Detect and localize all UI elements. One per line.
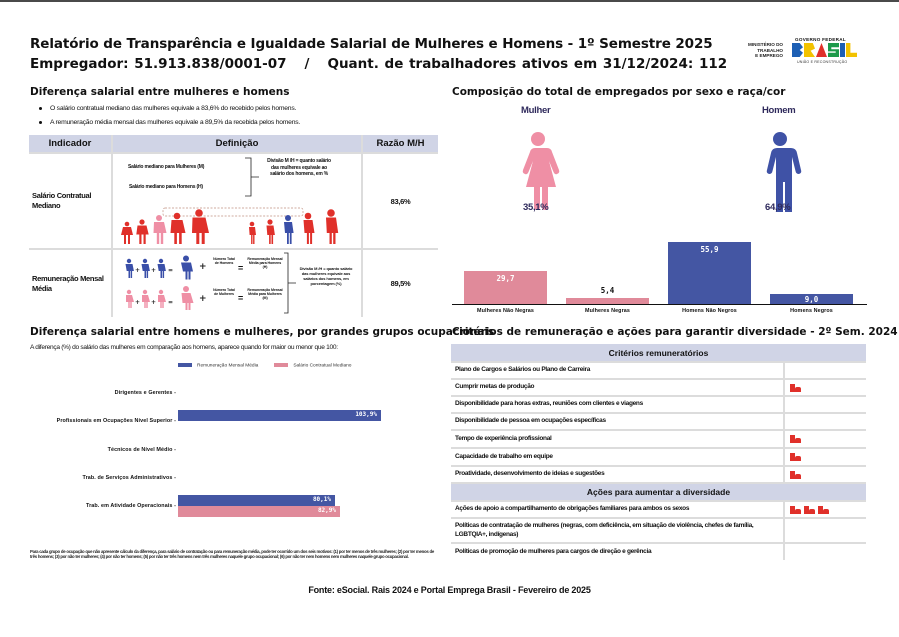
male-figure-icon — [758, 132, 802, 212]
salary-gap-bullets — [38, 102, 300, 129]
people-sum-icon — [123, 255, 213, 313]
checkmark-icon — [790, 506, 801, 514]
men-median-label: Salário mediano para Homens (H) — [129, 184, 203, 190]
category-label: Técnicos de Nível Médio - — [107, 447, 176, 453]
category-label: Homens Negros — [790, 308, 833, 314]
criteria-item: Disponibilidade de pessoa em ocupações específicas — [451, 414, 783, 429]
brace-icon — [243, 157, 263, 197]
criteria-item: Cumprir metas de produção — [451, 380, 783, 395]
criteria-item: Proatividade, desenvolvimento de ideias e sugestões — [451, 467, 783, 482]
criteria-mark-cell — [785, 380, 866, 395]
category-label: Mulheres Não Negras — [476, 308, 535, 314]
bar-value: 103,9% — [355, 411, 377, 418]
legend-label: Remuneração Mensal Média — [197, 363, 259, 369]
legend-item-salario — [274, 363, 351, 368]
bullet-item: O salário contratual mediano das mulheres equivale a 83,6% do recebido pelos homens. — [38, 102, 300, 116]
diversity-item: Políticas de contratação de mulheres (negras, com deficiência, em situação de violência, chefes de família, LGBTQIA+, indígenas) — [451, 519, 783, 542]
svg-text:=: = — [168, 267, 174, 274]
ministry-line: TRABALHO — [757, 47, 783, 53]
slogan: UNIÃO E RECONSTRUÇÃO — [797, 60, 848, 64]
category-label: Mulheres Negras — [585, 308, 630, 314]
ratio-value: 83,6% — [363, 154, 438, 248]
svg-text:=: = — [168, 299, 174, 306]
bar-homens-negros — [770, 294, 853, 304]
bar-operacionais-remuneracao — [178, 495, 335, 506]
criteria-mark-cell — [785, 502, 866, 517]
category-text: Dirigentes e Gerentes — [114, 390, 173, 396]
bar-value: 9,0 — [804, 295, 819, 304]
ministry-line: E EMPREGO — [755, 53, 783, 58]
bar-value: 80,1% — [312, 496, 331, 503]
women-result-label: Remuneração Mensal Média para Mulheres (M) — [247, 288, 283, 301]
category-label: Dirigentes e Gerentes - — [114, 390, 176, 396]
equals-sign: = — [238, 263, 244, 273]
criteria-mark-cell — [785, 431, 866, 447]
checkmark-icon — [790, 453, 801, 461]
people-figures-icon — [121, 202, 356, 246]
criteria-item: Tempo de experiência profissional — [451, 431, 783, 447]
criteria-item: Disponibilidade para horas extras, reuniões com clientes e viagens — [451, 397, 783, 412]
category-label: Profissionais em Ocupações Nível Superior - — [56, 418, 176, 424]
category-label: Trab. em Atividade Operacionais - — [86, 503, 176, 509]
criteria-table — [451, 344, 866, 560]
female-figure-icon — [516, 132, 560, 212]
criteria-mark-cell — [785, 414, 866, 429]
svg-text:+: + — [151, 299, 157, 306]
criteria-title: Critérios de remuneração e ações para garantir diversidade - 2º Sem. 2024 — [452, 326, 898, 338]
occupational-description: A diferença (%) do salário das mulheres em comparação aos homens, aparece quando for maior ou menor que 100: — [30, 344, 338, 351]
women-total-label: Número Total de Mulheres — [213, 288, 235, 297]
criteria-mark-cell — [785, 363, 866, 378]
division-note: Divisão M /H = quanto salário das mulheres equivale ao salário dos homens, em % — [267, 158, 331, 177]
bullet-item: A remuneração média mensal das mulheres equivale a 89,5% da recebida pelos homens. — [38, 116, 300, 130]
bar-value: 5,4 — [600, 286, 615, 295]
report-subtitle — [30, 56, 727, 72]
checkmark-icon — [804, 506, 815, 514]
criteria-item: Capacidade de trabalho em equipe — [451, 449, 783, 465]
ministry-name — [735, 42, 783, 59]
checkmark-icon — [790, 471, 801, 479]
criteria-mark-cell — [785, 449, 866, 465]
men-result-label: Remuneração Mensal Média para Homens (H) — [247, 257, 283, 270]
diversity-item: Ações de apoio a compartilhamento de obrigações familiares para ambos os sexos — [451, 502, 783, 517]
salary-gap-title: Diferença salarial entre mulheres e homens — [30, 86, 290, 98]
men-total-label: Número Total de Homens — [213, 257, 235, 266]
composition-chart — [452, 84, 867, 314]
occupational-footnote: Para cada grupo de ocupação que não apresente cálculo da diferença, para salário de contratação ou para remuneração média, pode ter ocorrido um dos seis motivos: (1) por ter menos de três mulheres; (2) por ter menos de três homens; (3) por não ter mulheres; (4) por não ter homens; (5) por não ter três homens nem três mulheres naquele grupo ocupacional; (6) por não ter nem homens nem mulheres naquele grupo ocupacional. — [30, 549, 434, 560]
report-title: Relatório de Transparência e Igualdade Salarial de Mulheres e Homens - 1º Semestre 2025 — [30, 36, 713, 52]
category-text: Trab. em Atividade Operacionais — [86, 503, 173, 509]
occupational-title: Diferença salarial entre homens e mulheres, por grandes grupos ocupacionais — [30, 326, 495, 338]
bar-profissionais-remuneracao — [178, 410, 381, 421]
x-axis — [452, 304, 867, 305]
checkmark-icon — [790, 435, 801, 443]
svg-text:+: + — [199, 294, 207, 304]
legend-item-remuneracao — [178, 363, 258, 368]
criteria-item: Plano de Cargos e Salários ou Plano de Carreira — [451, 363, 783, 378]
top-border — [0, 0, 899, 2]
checkmark-icon — [818, 506, 829, 514]
bar-homens-nao-negros — [668, 242, 751, 304]
header-indicador: Indicador — [29, 135, 111, 152]
indicator-table — [29, 135, 438, 317]
bar-operacionais-salario — [178, 506, 340, 517]
brasil-wordmark-icon — [792, 43, 857, 57]
male-percentage: 64,9% — [765, 202, 791, 213]
criteria-mark-cell — [785, 544, 866, 560]
female-percentage: 35,1% — [523, 202, 549, 213]
header-razao: Razão M/H — [363, 135, 438, 152]
definition-cell — [113, 154, 361, 248]
definition-cell — [113, 250, 361, 317]
indicator-label: Salário Contratual Mediano — [29, 154, 111, 248]
criteria-mark-cell — [785, 397, 866, 412]
category-text: Técnicos de Nível Médio — [107, 447, 173, 453]
bar-mulheres-nao-negras — [464, 271, 547, 304]
brace-icon — [283, 252, 297, 314]
diversity-item: Políticas de promoção de mulheres para cargos de direção e gerência — [451, 544, 783, 560]
women-median-label: Salário mediano para Mulheres (M) — [128, 164, 205, 170]
gov-label: GOVERNO FEDERAL — [795, 37, 846, 42]
equals-sign: = — [238, 293, 244, 303]
category-label: Homens Não Negros — [682, 308, 737, 314]
header-definicao: Definição — [113, 135, 361, 152]
chart-legend — [178, 363, 351, 368]
bar-value: 82,9% — [317, 507, 336, 514]
male-label: Homem — [762, 105, 796, 116]
composition-title: Composição do total de empregados por sexo e raça/cor — [452, 86, 786, 98]
government-logo — [735, 36, 860, 72]
diversity-header: Ações para aumentar a diversidade — [451, 484, 866, 500]
criteria-mark-cell — [785, 467, 866, 482]
bar-value: 55,9 — [700, 245, 719, 254]
bar-value: 29,7 — [496, 274, 515, 283]
indicator-label: Remuneração Mensal Média — [29, 250, 111, 317]
criteria-mark-cell — [785, 519, 866, 542]
employer-id: Empregador: 51.913.838/0001-07 — [30, 56, 287, 72]
category-text: Profissionais em Ocupações Nível Superior — [56, 418, 173, 424]
separator: / — [304, 56, 310, 72]
female-label: Mulher — [521, 105, 551, 116]
svg-text:+: + — [135, 299, 141, 306]
checkmark-icon — [790, 384, 801, 392]
source-footer: Fonte: eSocial. Rais 2024 e Portal Emprega Brasil - Fevereiro de 2025 — [308, 585, 591, 595]
ratio-value: 89,5% — [363, 250, 438, 317]
workers-count: Quant. de trabalhadores ativos em 31/12/2024: 112 — [327, 56, 728, 72]
division-note: Divisão M /H = quanto salário das mulheres equivale aos salários dos homens, em porcentagem (%) — [299, 266, 353, 286]
svg-text:+: + — [135, 267, 141, 274]
category-text: Trab. de Serviços Administrativos — [82, 475, 173, 481]
svg-text:+: + — [199, 262, 207, 272]
category-label: Trab. de Serviços Administrativos - — [82, 475, 176, 481]
legend-swatch — [178, 363, 192, 367]
ministry-line: MINISTÉRIO DO — [748, 42, 783, 47]
svg-text:+: + — [151, 267, 157, 274]
legend-swatch — [274, 363, 288, 367]
legend-label: Salário Contratual Mediano — [293, 363, 352, 369]
criteria-header: Critérios remuneratórios — [451, 344, 866, 361]
